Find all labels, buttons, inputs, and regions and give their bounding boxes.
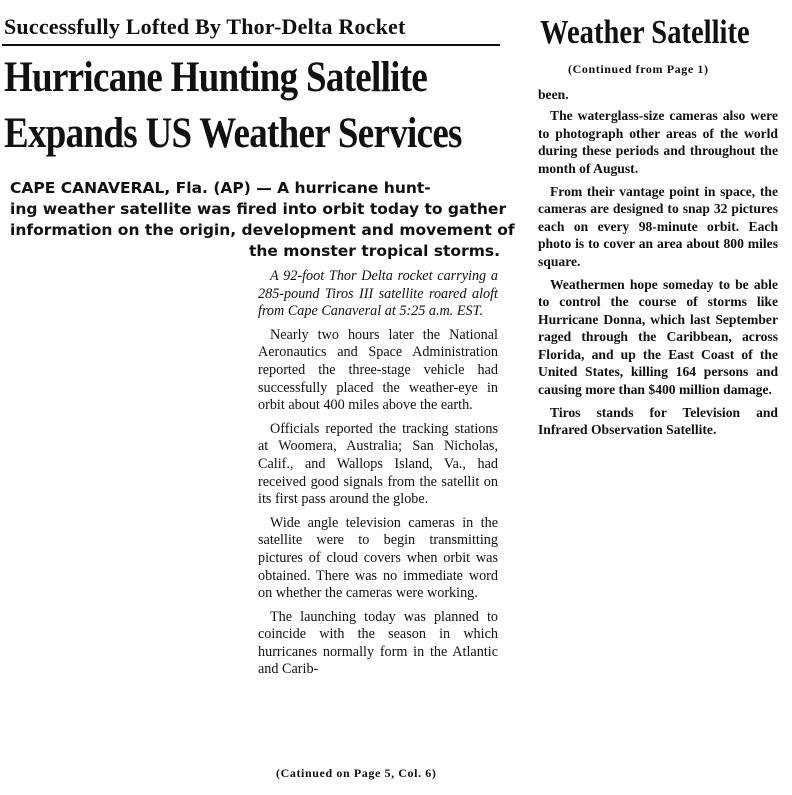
kicker-headline: Successfully Lofted By Thor-Delta Rocket (4, 14, 406, 39)
lede-paragraph (10, 178, 515, 262)
story-paragraph: Nearly two hours later the National Aeronautics and Space Administration reported the three-stage vehicle had successfully placed the weather-eye in orbit about 400 miles above the earth. (258, 326, 498, 414)
jump-headline: Weather Satellite (540, 14, 750, 51)
story-column-right (538, 86, 778, 445)
story-column-left (258, 268, 498, 685)
story-paragraph: From their vantage point in space, the cameras are designed to snap 32 pictures each on every 98-minute orbit. Each photo is to cover an area about 800 miles square. (538, 184, 778, 269)
story-paragraph: Wide angle television cameras in the satellite were to begin transmitting pictures of cloud covers when orbit was obtained. There was no immediate word on whether the cameras were working. (258, 514, 498, 602)
story-paragraph: Weathermen hope someday to be able to control the course of storms like Hurricane Donna, which last September raged through the Caribbean, across Florida, and up the East Coast of the United States, killing 164 persons and causing more than $400 million damage. (538, 277, 778, 397)
headline-line-2: Expands US Weather Services (4, 110, 462, 157)
kicker-underline (2, 44, 500, 46)
main-headline (4, 50, 462, 162)
headline-line-1: Hurricane Hunting Satellite (4, 54, 428, 101)
story-paragraph: Officials reported the tracking stations at Woomera, Australia; San Nicholas, Calif., and Wallops Island, Va., had received good signals from the satellit on its first pass around the globe. (258, 420, 498, 508)
continued-line: (Catinued on Page 5, Col. 6) (276, 766, 437, 780)
story-paragraph: The waterglass-size cameras also were to photograph other areas of the world during these periods and throughout the month of August. (538, 108, 778, 176)
lede-line: ing weather satellite was fired into orbit today to gather (10, 200, 507, 218)
lede-line: CAPE CANAVERAL, Fla. (AP) — A hurricane hunt- (10, 179, 431, 197)
continued-from-line: (Continued from Page 1) (568, 62, 709, 76)
story-paragraph: Tiros stands for Television and Infrared Observation Satellite. (538, 404, 778, 438)
story-paragraph: A 92-foot Thor Delta rocket carrying a 285-pound Tiros III satellite roared aloft from Cape Canaveral at 5:25 a.m. EST. (258, 268, 498, 320)
lede-line: information on the origin, development and movement of (10, 221, 515, 239)
lede-line: the monster tropical storms. (248, 242, 500, 260)
story-paragraph: The launching today was planned to coincide with the season in which hurricanes normally form in the Atlantic and Carib- (258, 608, 498, 678)
jump-first-word: been. (538, 87, 569, 102)
